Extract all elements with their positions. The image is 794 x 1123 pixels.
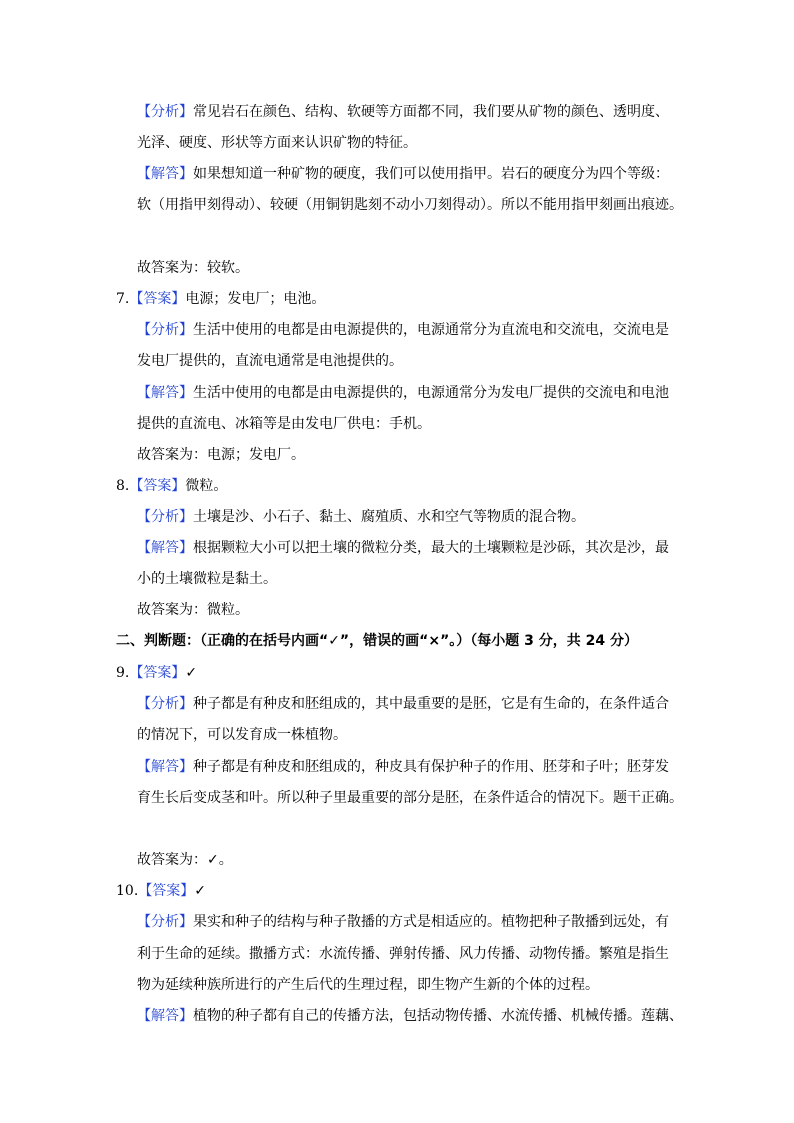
q7-analysis-line-1 xyxy=(137,320,669,340)
q6-final-answer: 故答案为：较软。 xyxy=(137,260,249,276)
q7-answer-text: 电源；发电厂；电池。 xyxy=(185,291,326,307)
q10-analysis-line-3: 物为延续种族所进行的产生后代的生理过程，即生物产生新的个体的过程。 xyxy=(137,977,599,993)
analysis-tag: 【分析】 xyxy=(137,322,193,338)
q10-answer-line xyxy=(116,881,206,901)
solution-tag: 【解答】 xyxy=(137,385,193,401)
q10-analysis-line-2: 利于生命的延续。撒播方式：水流传播、弹射传播、风力传播、动物传播。繁殖是指生 xyxy=(137,946,669,962)
solution-tag: 【解答】 xyxy=(137,166,193,182)
q9-analysis-text-1: 种子都是有种皮和胚组成的，其中最重要的是胚，它是有生命的，在条件适合 xyxy=(193,696,669,712)
analysis-tag: 【分析】 xyxy=(137,914,193,930)
q10-number: 10. xyxy=(116,883,139,899)
q7-analysis-line-2: 发电厂提供的，直流电通常是电池提供的。 xyxy=(137,353,403,369)
q6-analysis-line-1 xyxy=(137,102,669,122)
q10-solution-text-1: 植物的种子都有自己的传播方法，包括动物传播、水流传播、机械传播。莲藕、 xyxy=(193,1008,683,1024)
q9-analysis-line-2: 的情况下，可以发育成一株植物。 xyxy=(137,727,347,743)
q8-solution-text-1: 根据颗粒大小可以把土壤的微粒分类，最大的土壤颗粒是沙砾，其次是沙，最 xyxy=(193,540,669,556)
answer-tag: 【答案】 xyxy=(129,478,186,494)
q8-number: 8. xyxy=(116,478,130,494)
q9-answer-line xyxy=(116,663,197,683)
analysis-tag: 【分析】 xyxy=(137,104,193,120)
q10-analysis-line-1 xyxy=(137,912,669,932)
q6-analysis-line-2: 光泽、硬度、形状等方面来认识矿物的特征。 xyxy=(137,135,417,151)
q6-solution-text-1: 如果想知道一种矿物的硬度，我们可以使用指甲。岩石的硬度分为四个等级： xyxy=(193,166,669,182)
q10-solution-line-1 xyxy=(137,1006,683,1026)
q9-analysis-line-1 xyxy=(137,694,669,714)
solution-tag: 【解答】 xyxy=(137,540,193,556)
q7-answer-line xyxy=(116,289,325,309)
solution-tag: 【解答】 xyxy=(137,1008,193,1024)
analysis-tag: 【分析】 xyxy=(137,509,193,525)
q7-solution-line-1 xyxy=(137,383,669,403)
q8-answer-text: 微粒。 xyxy=(185,478,228,494)
q10-answer-checkmark: ✓ xyxy=(194,883,206,899)
q10-analysis-text-1: 果实和种子的结构与种子散播的方式是相适应的。植物把种子散播到远处，有 xyxy=(193,914,669,930)
q8-answer-line xyxy=(116,476,227,496)
q8-final-answer: 故答案为：微粒。 xyxy=(137,602,249,618)
answer-tag: 【答案】 xyxy=(129,291,186,307)
q6-solution-line-1 xyxy=(137,164,669,184)
analysis-tag: 【分析】 xyxy=(137,696,193,712)
q8-solution-line-1 xyxy=(137,538,669,558)
q9-solution-text-1: 种子都是有种皮和胚组成的，种皮具有保护种子的作用、胚芽和子叶；胚芽发 xyxy=(193,759,669,775)
q7-analysis-text-1: 生活中使用的电都是由电源提供的，电源通常分为直流电和交流电，交流电是 xyxy=(193,322,669,338)
answer-tag: 【答案】 xyxy=(129,665,186,681)
answer-tag: 【答案】 xyxy=(138,883,195,899)
q9-final-answer: 故答案为：✓。 xyxy=(137,852,233,868)
q9-solution-line-1 xyxy=(137,757,669,777)
q7-solution-text-1: 生活中使用的电都是由电源提供的，电源通常分为发电厂提供的交流电和电池 xyxy=(193,385,669,401)
q8-solution-line-2: 小的土壤微粒是黏土。 xyxy=(137,571,277,587)
solution-tag: 【解答】 xyxy=(137,759,193,775)
q9-solution-line-2: 育生长后变成茎和叶。所以种子里最重要的部分是胚，在条件适合的情况下。题干正确。 xyxy=(137,790,683,806)
q6-solution-line-2: 软（用指甲刻得动）、较硬（用铜钥匙刻不动小刀刻得动）。所以不能用指甲刻画出痕迹。 xyxy=(137,197,683,213)
q7-final-answer: 故答案为：电源；发电厂。 xyxy=(137,447,305,463)
q9-answer-checkmark: ✓ xyxy=(185,665,198,681)
q8-analysis-text-1: 土壤是沙、小石子、黏土、腐殖质、水和空气等物质的混合物。 xyxy=(193,509,585,525)
q7-number: 7. xyxy=(116,291,130,307)
q8-analysis-line-1 xyxy=(137,507,585,527)
q6-analysis-text-1: 常见岩石在颜色、结构、软硬等方面都不同，我们要从矿物的颜色、透明度、 xyxy=(193,104,669,120)
q9-number: 9. xyxy=(116,665,130,681)
q7-solution-line-2: 提供的直流电、冰箱等是由发电厂供电：手机。 xyxy=(137,416,431,432)
section-heading-judgment: 二、判断题：（正确的在括号内画“✓”，错误的画“×”。）（每小题 3 分，共 24 分） xyxy=(116,633,638,649)
